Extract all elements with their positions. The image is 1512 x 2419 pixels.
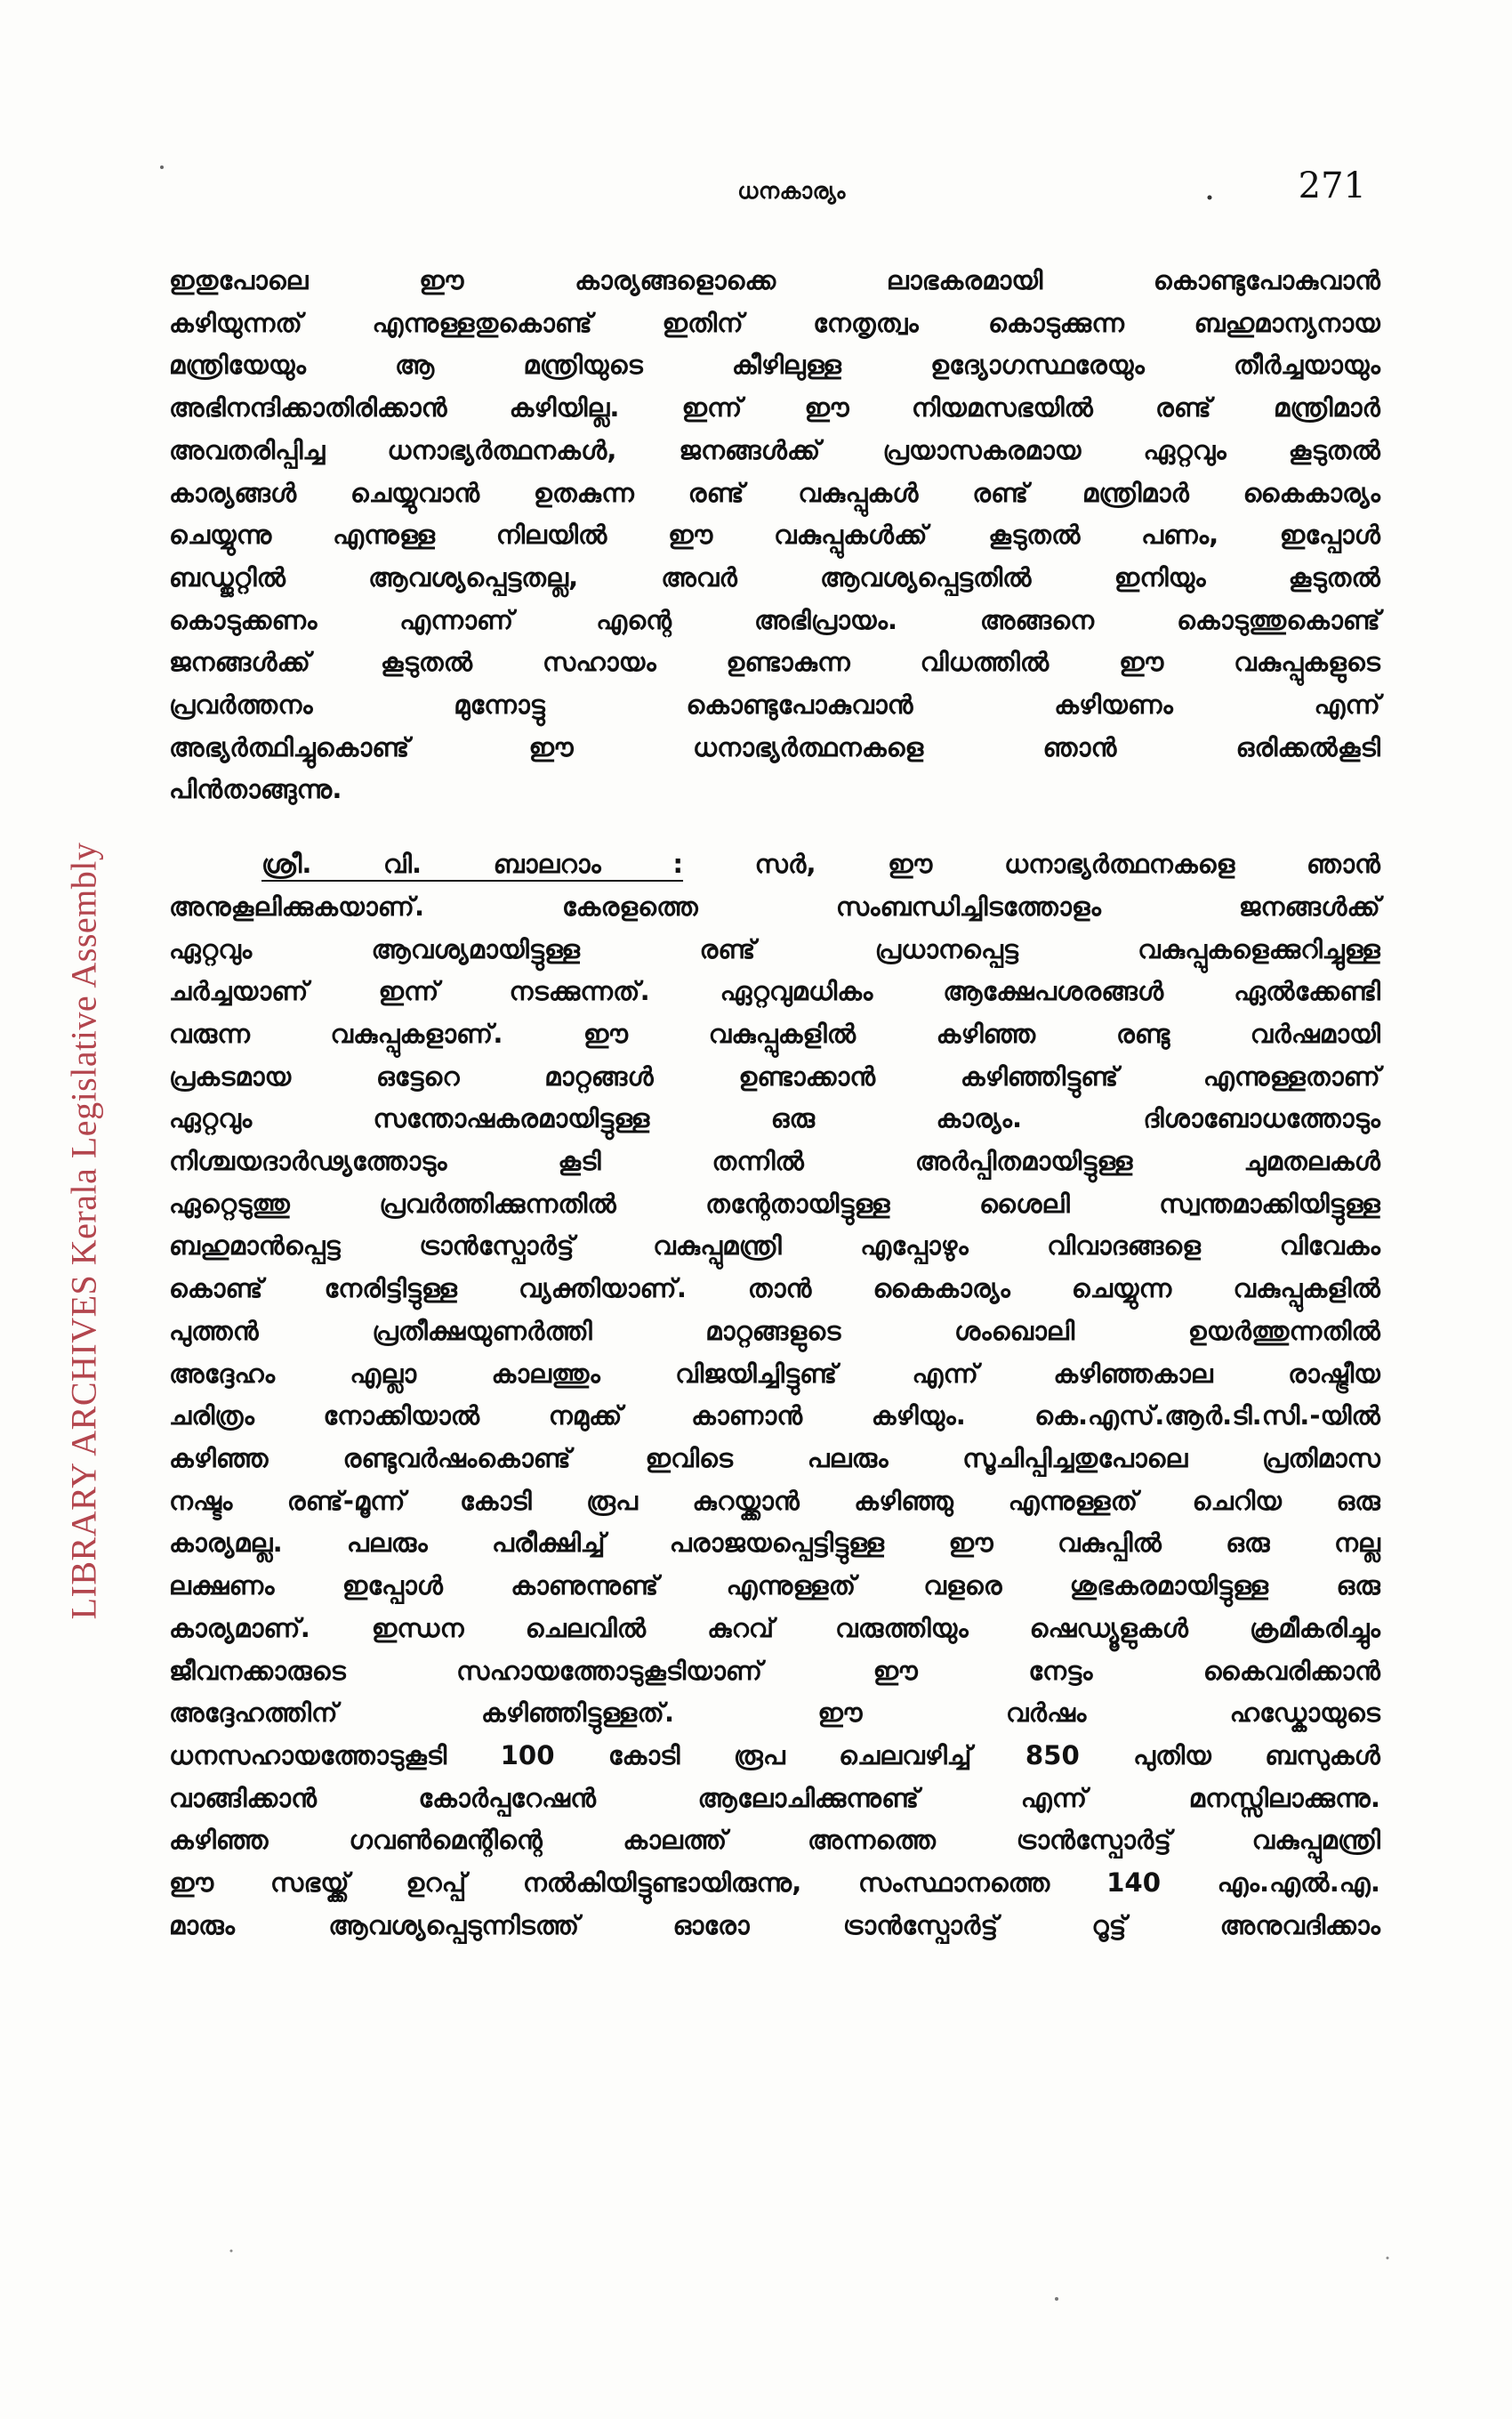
text-line: കാര്യങ്ങൾ ചെയ്യുവാൻ ഉതകുന്ന രണ്ട് വകുപ്പുകൾ രണ്ട് മന്ത്രിമാർ കൈകാര്യം	[169, 477, 1380, 508]
scan-speck	[230, 2250, 233, 2253]
text-line: വാങ്ങിക്കാൻ കോർപ്പറേഷൻ ആലോചിക്കുന്നുണ്ട് എന്ന് മനസ്സിലാക്കുന്നു.	[169, 1782, 1380, 1813]
text-line: ചരിത്രം നോക്കിയാൽ നമുക്ക് കാണാൻ കഴിയും. കെ.എസ്.ആർ.ടി.സി.-യിൽ	[169, 1400, 1380, 1431]
body-text	[169, 260, 1380, 1947]
text-line: പ്രകടമായ ഒട്ടേറെ മാറ്റങ്ങൾ ഉണ്ടാക്കാൻ കഴിഞ്ഞിട്ടുണ്ട് എന്നുള്ളതാണ്	[169, 1060, 1380, 1092]
page-number: 271	[1298, 165, 1366, 206]
text-line: ഏറ്റവും ആവശ്യമായിട്ടുള്ള രണ്ട് പ്രധാനപ്പെട്ട വകുപ്പുകളെക്കുറിച്ചുള്ള	[169, 933, 1380, 964]
speaker-name: ശ്രീ. വി. ബാലറാം :	[261, 849, 684, 880]
text-line: ജനങ്ങൾക്ക് കൂടുതൽ സഹായം ഉണ്ടാകുന്ന വിധത്തിൽ ഈ വകുപ്പുകളുടെ	[169, 647, 1380, 678]
text-line: ബഹുമാൻപ്പെട്ട ട്രാൻസ്പോർട്ട് വകുപ്പുമന്ത്രി എപ്പോഴും വിവാദങ്ങളെ വിവേകം	[169, 1230, 1380, 1262]
scan-speck	[1387, 2257, 1389, 2260]
text-line: ബഡ്ജറ്റിൽ ആവശ്യപ്പെട്ടതല്ല, അവർ ആവശ്യപ്പെട്ടതിൽ ഇനിയും കൂടുതൽ	[169, 561, 1380, 593]
text-line: ഈ സഭയ്ക്ക് ഉറപ്പ് നൽകിയിട്ടുണ്ടായിരുന്നു, സംസ്ഥാനത്തെ 140 എം.എൽ.എ.	[169, 1867, 1380, 1899]
text-line: ചെയ്യുന്നു എന്നുള്ള നിലയിൽ ഈ വകുപ്പുകൾക്ക് കൂടുതൽ പണം, ഇപ്പോൾ	[169, 520, 1380, 551]
text-line: അദ്ദേഹം എല്ലാ കാലത്തും വിജയിച്ചിട്ടുണ്ട് എന്ന് കഴിഞ്ഞകാല രാഷ്ട്രീയ	[169, 1358, 1380, 1389]
text-line: വരുന്ന വകുപ്പുകളാണ്. ഈ വകുപ്പുകളിൽ കഴിഞ്ഞ രണ്ടു വർഷമായി	[169, 1018, 1380, 1049]
text-line: പുത്തൻ പ്രതീക്ഷയുണർത്തി മാറ്റങ്ങളുടെ ശംഖൊലി ഉയർത്തുന്നതിൽ	[169, 1315, 1380, 1346]
text-line: അഭിനന്ദിക്കാതിരിക്കാൻ കഴിയില്ല. ഇന്ന് ഈ നിയമസഭയിൽ രണ്ട് മന്ത്രിമാർ	[169, 392, 1380, 423]
text-line: കൊടുക്കണം എന്നാണ് എന്റെ അഭിപ്രായം. അങ്ങനെ കൊടുത്തുകൊണ്ട്	[169, 604, 1380, 635]
text-line: അവതരിപ്പിച്ച ധനാഭ്യർത്ഥനകൾ, ജനങ്ങൾക്ക് പ്രയാസകരമായ ഏറ്റവും കൂടുതൽ	[169, 434, 1380, 465]
text-line: നിശ്ചയദാർഢ്യത്തോടും കൂടി തന്നിൽ അർപ്പിതമായിട്ടുള്ള ചുമതലകൾ	[169, 1146, 1380, 1177]
text-line: ഏറ്റെടുത്തു പ്രവർത്തിക്കുന്നതിൽ തന്റേതായിട്ടുള്ള ശൈലി സ്വന്തമാക്കിയിട്ടുള്ള	[169, 1188, 1380, 1219]
text-line: ഇതുപോലെ ഈ കാര്യങ്ങളൊക്കെ ലാഭകരമായി കൊണ്ടുപോകുവാൻ	[169, 265, 1380, 295]
text-line: കൊണ്ട് നേരിട്ടിട്ടുള്ള വ്യക്തിയാണ്. താൻ കൈകാര്യം ചെയ്യുന്ന വകുപ്പുകളിൽ	[169, 1273, 1380, 1304]
archive-watermark: LIBRARY ARCHIVES Kerala Legislative Assembly	[63, 842, 104, 1620]
running-title: ധനകാര്യം	[737, 178, 846, 204]
text-line: കഴിഞ്ഞ രണ്ടുവർഷംകൊണ്ട് ഇവിടെ പലരും സൂചിപ്പിച്ചതുപോലെ പ്രതിമാസ	[169, 1442, 1380, 1473]
text-line: ധനസഹായത്തോടുകൂടി 100 കോടി രൂപ ചെലവഴിച്ച് 850 പുതിയ ബസുകൾ	[169, 1739, 1380, 1770]
text-line: കാര്യമല്ല. പലരും പരീക്ഷിച്ച് പരാജയപ്പെട്ടിട്ടുള്ള ഈ വകുപ്പിൽ ഒരു നല്ല	[169, 1528, 1380, 1559]
text-line: അഭ്യർത്ഥിച്ചുകൊണ്ട് ഈ ധനാഭ്യർത്ഥനകളെ ഞാൻ ഒരിക്കൽകൂടി	[169, 731, 1380, 762]
text-line: കഴിയുന്നത് എന്നുള്ളതുകൊണ്ട് ഇതിന് നേതൃത്വം കൊടുക്കുന്ന ബഹുമാന്യനായ	[169, 307, 1380, 338]
text-line: കാര്യമാണ്. ഇന്ധന ചെലവിൽ കുറവ് വരുത്തിയും ഷെഡ്യൂളുകൾ ക്രമീകരിച്ചും	[169, 1612, 1380, 1643]
text-line: ലക്ഷണം ഇപ്പോൾ കാണുന്നുണ്ട് എന്നുള്ളത് വളരെ ശുഭകരമായിട്ടുള്ള ഒരു	[169, 1570, 1380, 1601]
paragraph-1	[169, 260, 1380, 811]
text-line: ചർച്ചയാണ് ഇന്ന് നടക്കുന്നത്. ഏറ്റവുമധികം ആക്ഷേപശരങ്ങൾ ഏൽക്കേണ്ടി	[169, 976, 1380, 1007]
speech-opening: സർ, ഈ ധനാഭ്യർത്ഥനകളെ ഞാൻ	[754, 849, 1380, 880]
text-line: പിൻതാങ്ങുന്നു.	[169, 774, 342, 805]
running-header	[0, 165, 1512, 219]
text-line: അനുകൂലിക്കുകയാണ്. കേരളത്തെ സംബന്ധിച്ചിടത്തോളം ജനങ്ങൾക്ക്	[169, 891, 1380, 922]
text-line: മാരും ആവശ്യപ്പെടുന്നിടത്ത് ഓരോ ട്രാൻസ്പോർട്ട് റൂട്ട് അനുവദിക്കാം	[169, 1909, 1380, 1940]
paragraph-2	[169, 843, 1380, 1947]
text-line: മന്ത്രിയേയും ആ മന്ത്രിയുടെ കീഴിലുള്ള ഉദ്യോഗസ്ഥരേയും തീർച്ചയായും	[169, 350, 1380, 381]
speech-opening-line	[169, 843, 1380, 886]
text-line: പ്രവർത്തനം മുന്നോട്ടു കൊണ്ടുപോകുവാൻ കഴിയണം എന്ന്	[169, 689, 1380, 721]
text-line: കഴിഞ്ഞ ഗവൺമെന്റിന്റെ കാലത്ത് അന്നത്തെ ട്രാൻസ്പോർട്ട് വകുപ്പുമന്ത്രി	[169, 1825, 1380, 1856]
text-line: ജീവനക്കാരുടെ സഹായത്തോടുകൂടിയാണ് ഈ നേട്ടം കൈവരിക്കാൻ	[169, 1655, 1380, 1686]
text-line: അദ്ദേഹത്തിന് കഴിഞ്ഞിട്ടുള്ളത്. ഈ വർഷം ഹഡ്കോയുടെ	[169, 1697, 1380, 1729]
scan-speck	[1055, 2297, 1058, 2301]
text-line: നഷ്ടം രണ്ട്-മൂന്ന് കോടി രൂപ കുറയ്ക്കാൻ കഴിഞ്ഞു എന്നുള്ളത് ചെറിയ ഒരു	[169, 1485, 1380, 1516]
text-line: ഏറ്റവും സന്തോഷകരമായിട്ടുള്ള ഒരു കാര്യം. ദിശാബോധത്തോടും	[169, 1103, 1380, 1134]
